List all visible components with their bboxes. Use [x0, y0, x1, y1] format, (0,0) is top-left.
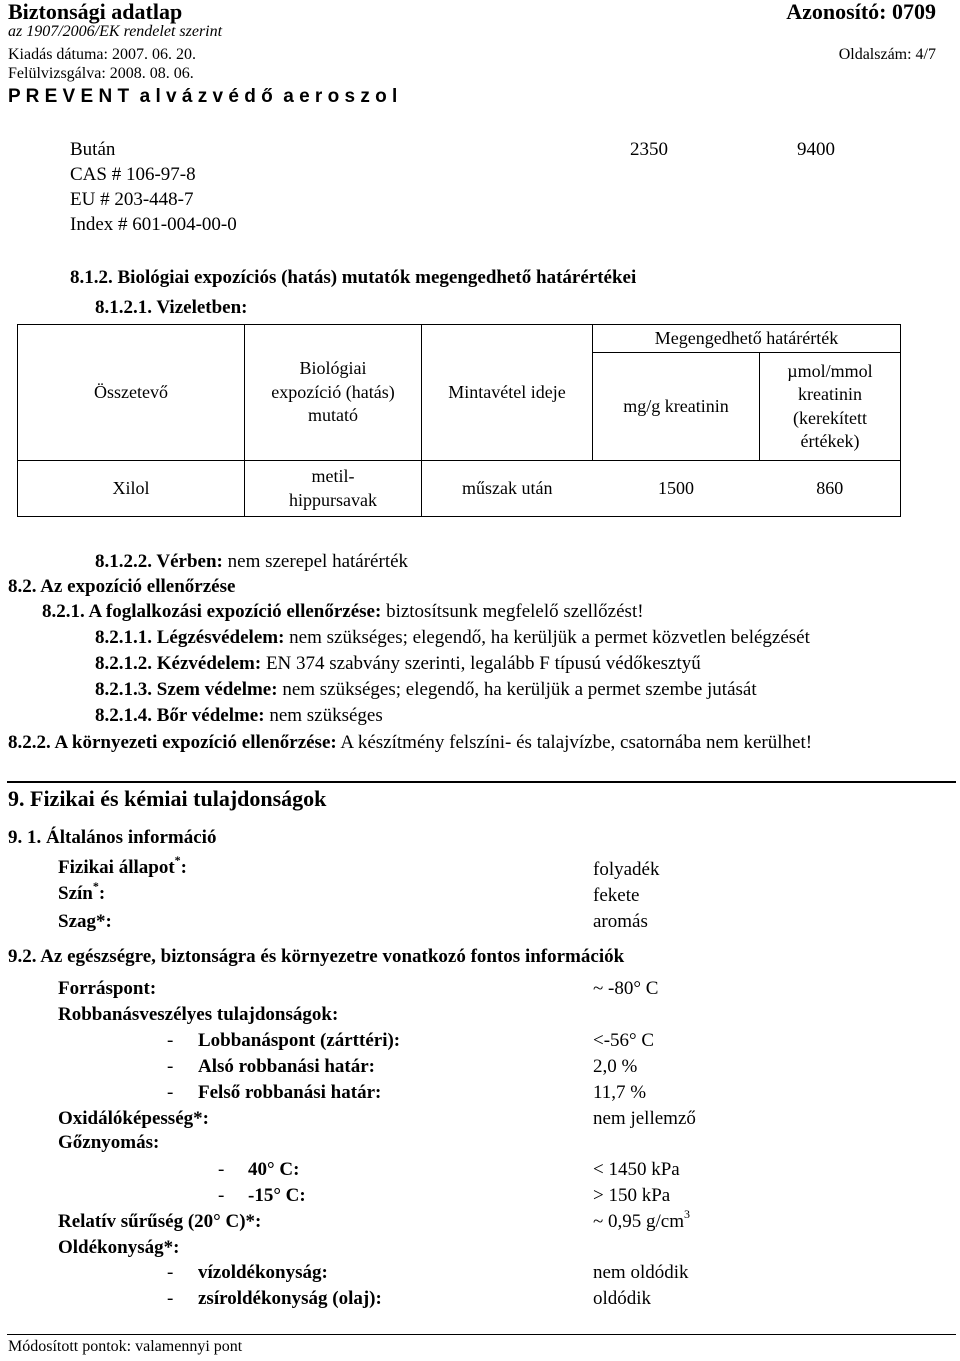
section-divider [7, 781, 956, 783]
oxidizing-value: nem jellemző [593, 1108, 696, 1129]
section-9-heading: 9. Fizikai és kémiai tulajdonságok [8, 786, 327, 811]
header-component: Összetevő [18, 325, 245, 461]
bullet-dash: - [167, 1056, 174, 1077]
physical-state-label: Fizikai állapot*: [58, 853, 187, 878]
revision-date: Felülvizsgálva: 2008. 08. 06. [8, 65, 194, 82]
fat-solubility-value: oldódik [593, 1288, 652, 1309]
section-9-1-heading: 9. 1. Általános információ [8, 827, 217, 848]
header-sampling-time: Mintavétel ideje [422, 325, 593, 461]
section-8-2-heading: 8.2. Az expozíció ellenőrzése [8, 576, 236, 597]
odor-value: aromás [593, 911, 648, 932]
environmental-control-line: 8.2.2. A környezeti expozíció ellenőrzése: A készítmény felszíni- és talajvízbe, csatornába nem kerülhet! [8, 732, 813, 753]
explosive-properties-label: Robbanásveszélyes tulajdonságok: [58, 1004, 339, 1025]
header-indicator: Biológiai expozíció (hatás) mutató [245, 325, 422, 461]
color-label: Szín*: [58, 879, 106, 904]
header-umol-creatinine: µmol/mmol kreatinin (kerekített értékek) [760, 353, 901, 461]
modified-points: Módosított pontok: valamennyi pont [8, 1338, 243, 1355]
odor-label: Szag*: [58, 911, 112, 932]
bullet-dash: - [167, 1030, 174, 1051]
regulation-reference: az 1907/2006/EK rendelet szerint [8, 23, 223, 40]
skin-protection-line: 8.2.1.4. Bőr védelme: nem szükséges [95, 705, 383, 726]
lower-explosion-limit-label: Alsó robbanási határ: [198, 1056, 376, 1077]
vapor-pressure-label: Gőznyomás: [58, 1132, 160, 1153]
product-name: P R E V E N T a l v á z v é d ő a e r o s z o l [8, 86, 398, 107]
respiratory-protection-line: 8.2.1.1. Légzésvédelem: nem szükséges; elegendő, ha kerüljük a permet közvetlen belégzését [95, 627, 810, 648]
water-solubility-value: nem oldódik [593, 1262, 689, 1283]
cell-indicator: metil- hippursavak [245, 461, 422, 517]
table-row [18, 461, 901, 517]
butane-index: Index # 601-004-00-0 [70, 214, 237, 235]
bullet-dash: - [218, 1185, 225, 1206]
lower-explosion-limit-value: 2,0 % [593, 1056, 638, 1077]
vapor-pressure-40-value: < 1450 kPa [593, 1159, 680, 1180]
section-8-1-2-heading: 8.1.2. Biológiai expozíciós (hatás) mutatók megengedhető határértékei [70, 267, 637, 288]
issue-date: Kiadás dátuma: 2007. 06. 20. [8, 46, 196, 63]
page-number: Oldalszám: 4/7 [838, 46, 936, 63]
bullet-dash: - [167, 1288, 174, 1309]
butane-cas: CAS # 106-97-8 [70, 164, 196, 185]
cell-sampling-time: műszak után [422, 461, 593, 517]
boiling-point-value: ~ -80° C [593, 978, 659, 999]
butane-name: Bután [70, 139, 116, 160]
blood-limit-line: 8.1.2.2. Vérben: nem szerepel határérték [95, 551, 409, 572]
relative-density-value: ~ 0,95 $g/cm^3$ [593, 1207, 691, 1232]
upper-explosion-limit-value: 11,7 % [593, 1082, 647, 1103]
color-value: fekete [593, 885, 640, 906]
cell-mg-value: 1500 [593, 461, 760, 517]
vapor-pressure-40-label: 40° C: [248, 1159, 300, 1180]
footer-divider [7, 1334, 956, 1335]
eye-protection-line: 8.2.1.3. Szem védelme: nem szükséges; elegendő, ha kerüljük a permet szembe jutását [95, 679, 757, 700]
bullet-dash: - [167, 1262, 174, 1283]
solubility-label: Oldékonyság*: [58, 1237, 180, 1258]
butane-value-1: 2350 [630, 139, 668, 160]
occupational-control-line: 8.2.1. A foglalkozási expozíció ellenőrzése: biztosítsunk megfelelő szellőzést! [42, 601, 644, 622]
flash-point-value: <-56° C [593, 1030, 655, 1051]
vapor-pressure-minus15-label: -15° C: [248, 1185, 306, 1206]
section-8-1-2-1-heading: 8.1.2.1. Vizeletben: [95, 297, 248, 318]
relative-density-label: Relatív sűrűség (20° C)*: [58, 1211, 262, 1232]
vapor-pressure-minus15-value: > 150 kPa [593, 1185, 671, 1206]
section-9-2-heading: 9.2. Az egészségre, biztonságra és környezetre vonatkozó fontos információk [8, 946, 625, 967]
boiling-point-label: Forráspont: [58, 978, 157, 999]
bullet-dash: - [218, 1159, 225, 1180]
hand-protection-line: 8.2.1.2. Kézvédelem: EN 374 szabvány szerinti, legalább F típusú védőkesztyű [95, 653, 701, 674]
biological-limits-table [17, 324, 901, 517]
physical-state-value: folyadék [593, 859, 660, 880]
document-title: Biztonsági adatlap [8, 0, 183, 24]
cell-component: Xilol [18, 461, 245, 517]
bullet-dash: - [167, 1082, 174, 1103]
water-solubility-label: vízoldékonyság: [198, 1262, 328, 1283]
flash-point-label: Lobbanáspont (zárttéri): [198, 1030, 401, 1051]
cell-umol-value: 860 [760, 461, 901, 517]
header-limit-value: Megengedhető határérték [593, 325, 901, 353]
document-id: Azonosító: 0709 [786, 0, 936, 24]
upper-explosion-limit-label: Felső robbanási határ: [198, 1082, 382, 1103]
fat-solubility-label: zsíroldékonyság (olaj): [198, 1288, 382, 1309]
butane-eu: EU # 203-448-7 [70, 189, 194, 210]
butane-value-2: 9400 [797, 139, 835, 160]
header-mg-creatinine: mg/g kreatinin [593, 353, 760, 461]
oxidizing-label: Oxidálóképesség*: [58, 1108, 209, 1129]
